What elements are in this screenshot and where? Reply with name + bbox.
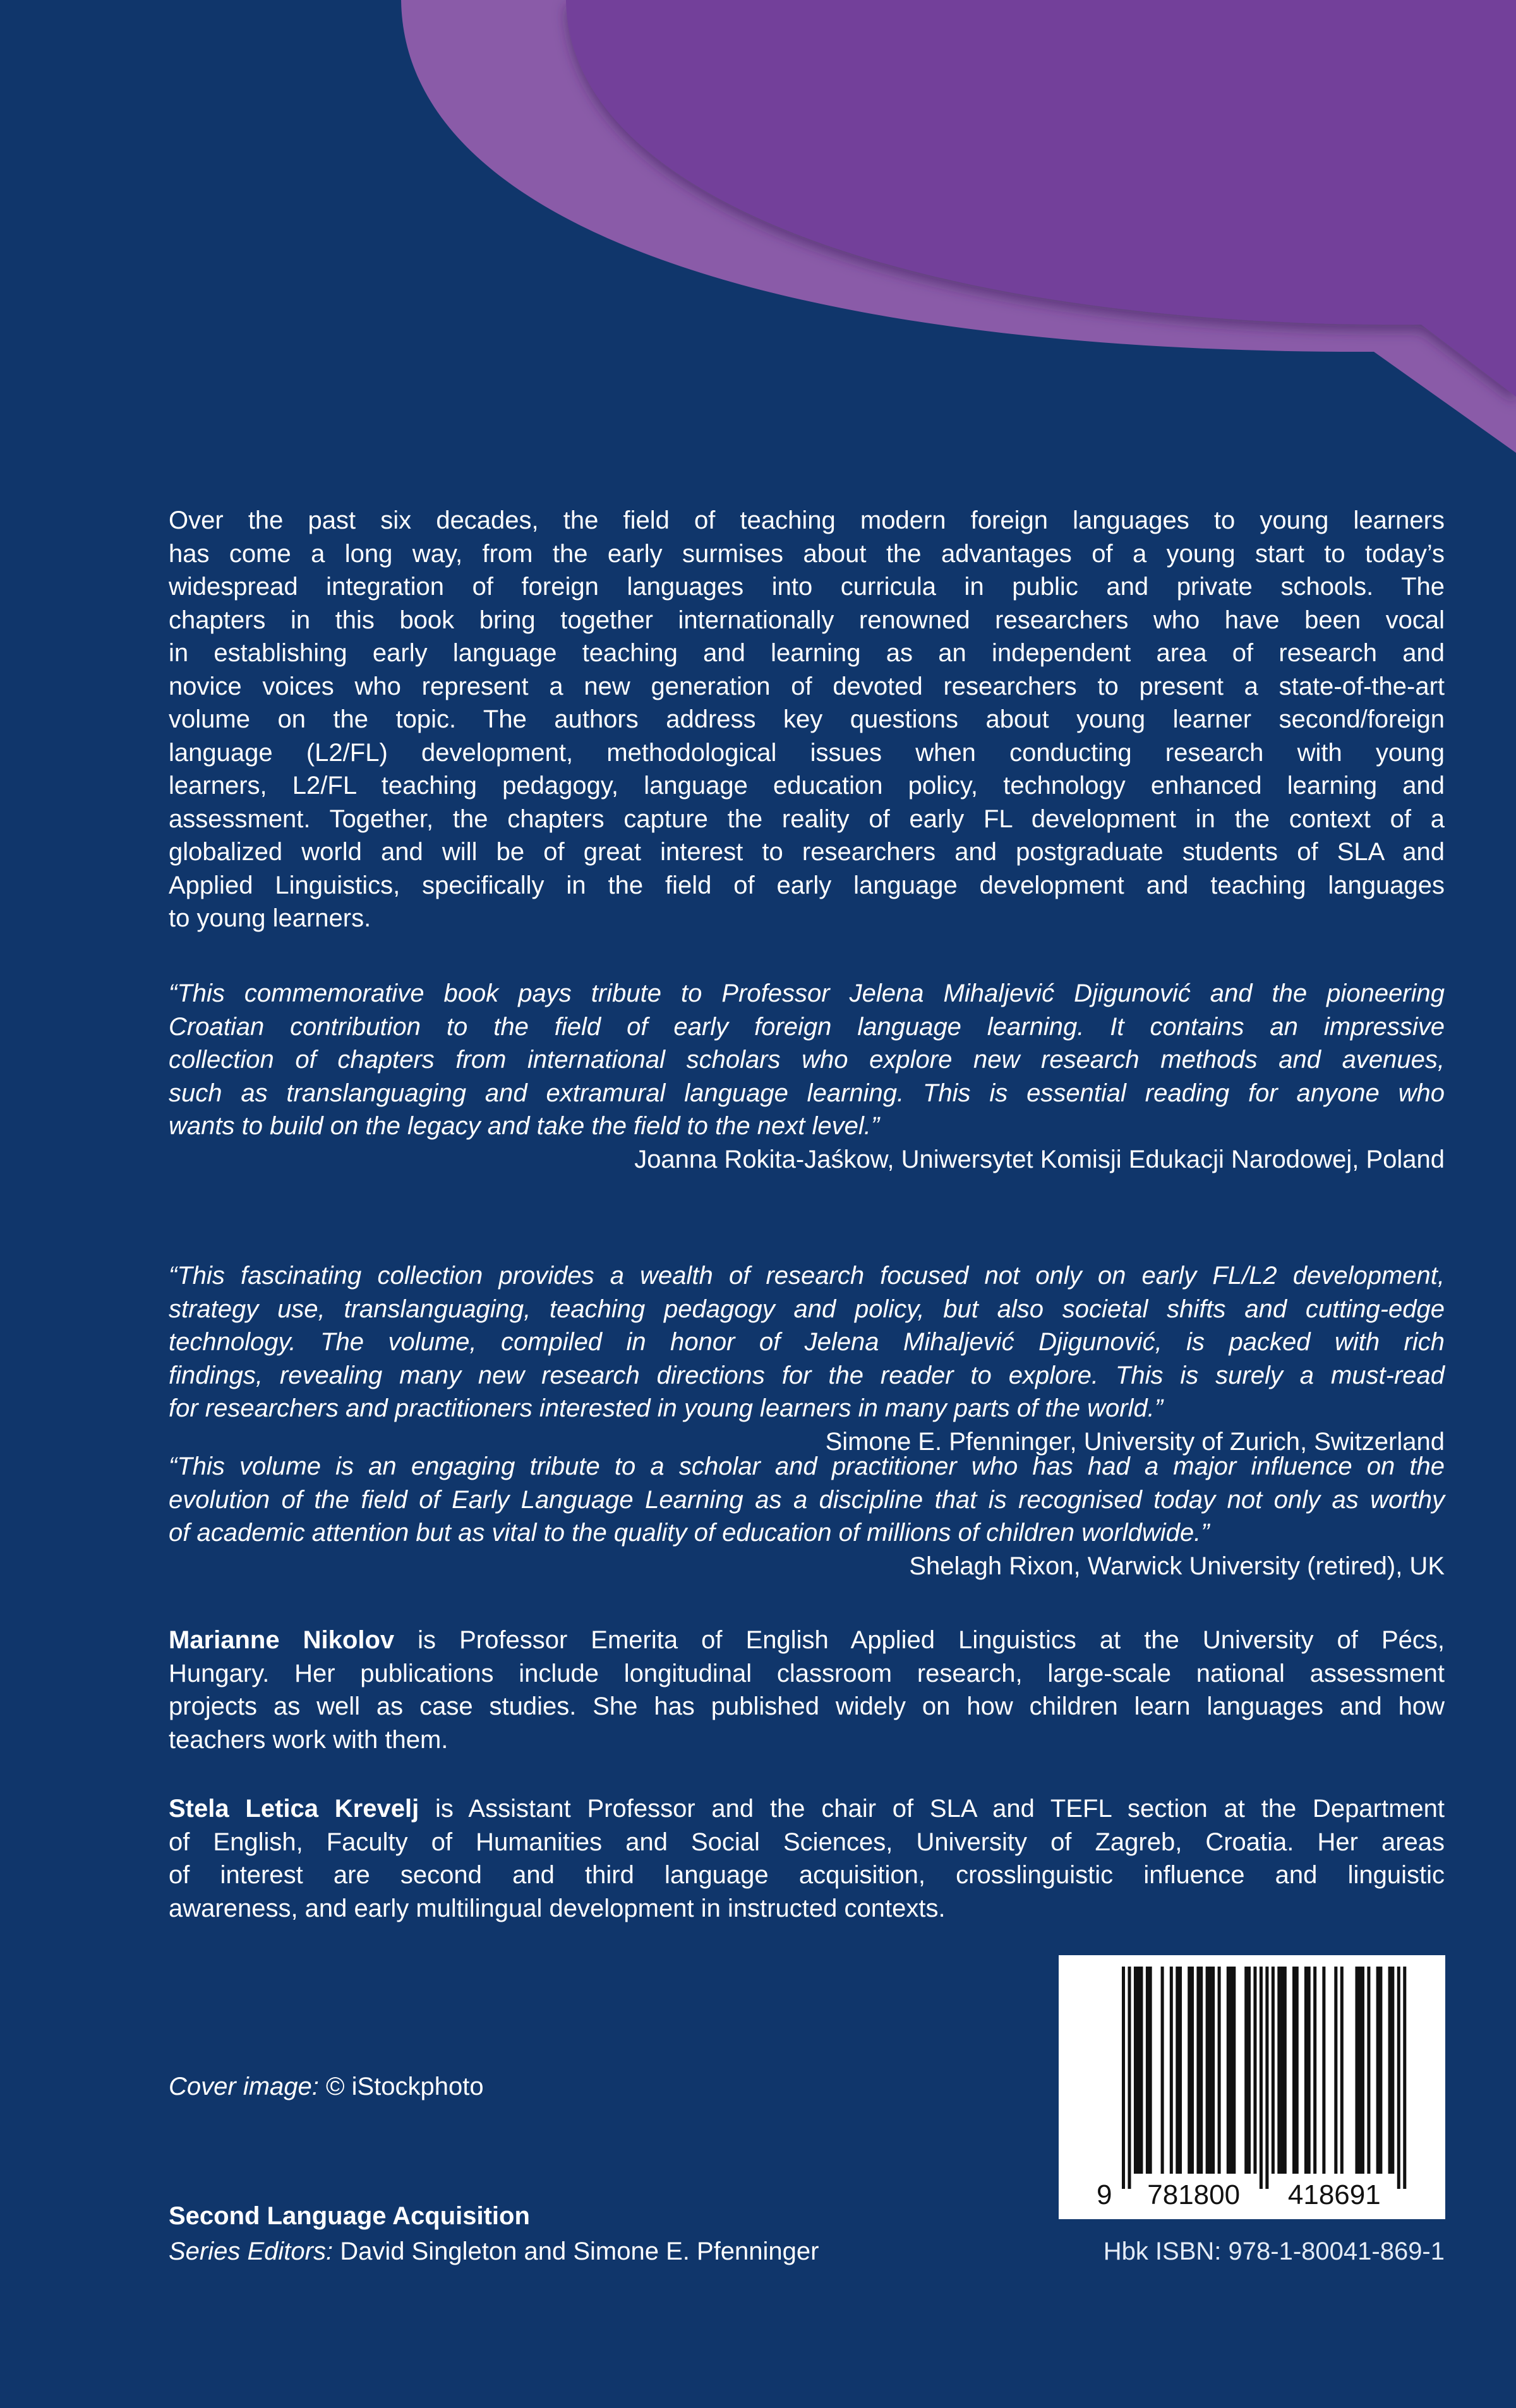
text-line-content: such as translanguaging and extramural language learning. This is essential reading for anyone who bbox=[169, 1079, 1445, 1107]
series-editors-names: David Singleton and Simone E. Pfenninger bbox=[333, 2237, 819, 2265]
barcode-bar bbox=[1304, 1967, 1308, 2174]
barcode-bar bbox=[1334, 1967, 1337, 2174]
barcode-bar bbox=[1272, 1967, 1275, 2174]
text-line-content bbox=[169, 1624, 1445, 1657]
barcode-bar bbox=[1260, 1967, 1263, 2189]
bio-text: of English, Faculty of Humanities and Social Sciences, University of Zagreb, Croatia. Her areas bbox=[169, 1828, 1445, 1856]
text-line-content bbox=[169, 1657, 1445, 1691]
endorsement-attribution: Shelagh Rixon, Warwick University (retired), UK bbox=[909, 1552, 1445, 1580]
text-line bbox=[169, 1043, 1445, 1077]
text-line bbox=[169, 1077, 1445, 1110]
barcode-bar bbox=[1284, 1967, 1287, 2174]
barcode-bar bbox=[1146, 1967, 1149, 2174]
text-line bbox=[169, 1359, 1445, 1393]
text-line bbox=[169, 1450, 1445, 1483]
series-editors-label: Series Editors: bbox=[169, 2237, 334, 2265]
barcode-bar bbox=[1296, 1967, 1299, 2174]
text-line bbox=[169, 1892, 1445, 1926]
endorsement-2 bbox=[169, 1259, 1445, 1458]
barcode-bar bbox=[1280, 1967, 1284, 2174]
text-line bbox=[169, 604, 1445, 637]
bio-text: teachers work with them. bbox=[169, 1725, 448, 1754]
barcode-bar bbox=[1179, 1967, 1182, 2174]
text-line bbox=[169, 570, 1445, 604]
text-line-content: “This fascinating collection provides a wealth of research focused not only on early FL/L2 development, bbox=[169, 1262, 1445, 1290]
barcode-bar bbox=[1340, 1967, 1344, 2174]
text-line bbox=[169, 1792, 1445, 1826]
text-line-content: to young learners. bbox=[169, 904, 371, 932]
barcode-bar bbox=[1122, 1967, 1125, 2189]
barcode-bar bbox=[1227, 1967, 1230, 2174]
barcode-bar bbox=[1376, 1967, 1380, 2174]
text-line bbox=[169, 1010, 1445, 1044]
speech-bubble-graphic bbox=[0, 0, 1516, 480]
barcode-bar bbox=[1206, 1967, 1209, 2174]
barcode-bar bbox=[1140, 1967, 1143, 2174]
endorsement-attribution: Joanna Rokita-Jaśkow, Uniwersytet Komisji Edukacji Narodowej, Poland bbox=[634, 1145, 1445, 1173]
bio-text: awareness, and early multilingual development in instructed contexts. bbox=[169, 1894, 946, 1922]
text-line-content: technology. The volume, compiled in honor of Jelena Mihaljević Djigunović, is packed with rich bbox=[169, 1328, 1445, 1356]
barcode-bar bbox=[1277, 1967, 1280, 2174]
text-line bbox=[169, 1326, 1445, 1359]
barcode-bar bbox=[1248, 1967, 1251, 2174]
text-line-content: of academic attention but as vital to the quality of education of millions of children worldwide.” bbox=[169, 1519, 1210, 1547]
endorsement-3 bbox=[169, 1450, 1445, 1583]
text-line bbox=[169, 1826, 1445, 1859]
barcode-bar bbox=[1358, 1967, 1361, 2174]
text-line bbox=[169, 977, 1445, 1010]
text-line-content: chapters in this book bring together internationally renowned researchers who have been vocal bbox=[169, 606, 1445, 634]
series-title: Second Language Acquisition bbox=[169, 2202, 530, 2230]
barcode-bar bbox=[1244, 1967, 1248, 2174]
barcode-bar bbox=[1188, 1967, 1191, 2174]
text-line bbox=[169, 1110, 1445, 1143]
series-editors bbox=[169, 2236, 819, 2267]
barcode-bar bbox=[1191, 1967, 1194, 2174]
barcode-bar bbox=[1397, 1967, 1400, 2189]
text-line-content: has come a long way, from the early surmises about the advantages of a young start to today’s bbox=[169, 539, 1445, 568]
text-line-content: language (L2/FL) development, methodological issues when conducting research with young bbox=[169, 738, 1445, 767]
text-line-content: strategy use, translanguaging, teaching pedagogy and policy, but also societal shifts and cutting-edge bbox=[169, 1295, 1445, 1323]
isbn-text: Hbk ISBN: 978-1-80041-869-1 bbox=[1103, 2237, 1445, 2265]
text-line bbox=[169, 1259, 1445, 1293]
barcode-bar bbox=[1313, 1967, 1316, 2174]
barcode-bar bbox=[1355, 1967, 1358, 2174]
text-line bbox=[169, 1859, 1445, 1892]
text-line bbox=[169, 1483, 1445, 1517]
barcode-bar bbox=[1208, 1967, 1212, 2174]
text-line-content bbox=[169, 1792, 1445, 1826]
text-line bbox=[169, 1293, 1445, 1326]
text-line bbox=[169, 637, 1445, 670]
barcode-bar bbox=[1265, 1967, 1268, 2189]
cover-credit-label: Cover image: bbox=[169, 2073, 319, 2100]
text-line bbox=[169, 1624, 1445, 1657]
bio-text: is Professor Emerita of English Applied Linguistics at the University of Pécs, bbox=[394, 1626, 1445, 1654]
barcode-bar bbox=[1379, 1967, 1382, 2174]
text-line bbox=[169, 869, 1445, 902]
text-line-content: assessment. Together, the chapters capture the reality of early FL development in the context of a bbox=[169, 805, 1445, 833]
barcode-bar bbox=[1292, 1967, 1296, 2174]
barcode-bar bbox=[1230, 1967, 1233, 2174]
barcode-bar bbox=[1253, 1967, 1256, 2174]
text-line-content bbox=[169, 1859, 1445, 1892]
text-line bbox=[169, 803, 1445, 836]
book-description bbox=[169, 504, 1445, 935]
barcode-digits: 781800 bbox=[1147, 2179, 1241, 2210]
cover-image-credit bbox=[169, 2071, 484, 2102]
text-line-content: Applied Linguistics, specifically in the field of early language development and teaching languages bbox=[169, 871, 1445, 899]
text-line-content: volume on the topic. The authors address key questions about young learner second/foreign bbox=[169, 705, 1445, 733]
text-line bbox=[169, 1657, 1445, 1691]
text-line-content: Croatian contribution to the field of early foreign language learning. It contains an impressive bbox=[169, 1012, 1445, 1041]
bio-text: Hungary. Her publications include longitudinal classroom research, large-scale national assessment bbox=[169, 1659, 1445, 1687]
text-line bbox=[169, 736, 1445, 770]
barcode-bar bbox=[1149, 1967, 1152, 2174]
text-line-content: “This commemorative book pays tribute to Professor Jelena Mihaljević Djigunović and the pioneering bbox=[169, 979, 1445, 1007]
text-line-content bbox=[169, 1892, 946, 1926]
text-line bbox=[169, 670, 1445, 704]
text-line-content bbox=[169, 1690, 1445, 1723]
endorsement-attribution: Simone E. Pfenninger, University of Zurich, Switzerland bbox=[825, 1427, 1445, 1456]
endorsement-1 bbox=[169, 977, 1445, 1176]
author-name: Marianne Nikolov bbox=[169, 1626, 395, 1654]
text-line-content: collection of chapters from international scholars who explore new research methods and avenues, bbox=[169, 1046, 1445, 1074]
text-line-content: Over the past six decades, the field of teaching modern foreign languages to young learners bbox=[169, 506, 1445, 534]
barcode-bar bbox=[1361, 1967, 1364, 2174]
text-line-content: findings, revealing many new research directions for the reader to explore. This is surely a must-read bbox=[169, 1361, 1445, 1389]
barcode-bar bbox=[1128, 1967, 1131, 2189]
text-line bbox=[169, 1723, 1445, 1757]
text-line-content: “This volume is an engaging tribute to a scholar and practitioner who has had a major influence on the bbox=[169, 1453, 1445, 1480]
barcode-bar bbox=[1196, 1967, 1200, 2174]
barcode-bar bbox=[1322, 1967, 1325, 2174]
text-line-content: globalized world and will be of great interest to researchers and postgraduate students of SLA and bbox=[169, 838, 1445, 866]
bio-text: is Assistant Professor and the chair of SLA and TEFL section at the Department bbox=[419, 1795, 1445, 1823]
text-line bbox=[169, 902, 1445, 935]
text-line bbox=[169, 1392, 1445, 1425]
text-line-content: in establishing early language teaching and learning as an independent area of research and bbox=[169, 639, 1445, 667]
text-line-content bbox=[169, 1723, 448, 1757]
barcode-bar bbox=[1308, 1967, 1311, 2174]
text-line-content: for researchers and practitioners interested in young learners in many parts of the world.” bbox=[169, 1394, 1164, 1422]
barcode-bar bbox=[1161, 1967, 1164, 2174]
barcode-bar bbox=[1137, 1967, 1140, 2174]
text-line bbox=[169, 537, 1445, 571]
text-line-content: novice voices who represent a new generation of devoted researchers to present a state-of-the-art bbox=[169, 672, 1445, 700]
author-bio-2 bbox=[169, 1792, 1445, 1925]
barcode-bar bbox=[1232, 1967, 1236, 2174]
author-bio-1 bbox=[169, 1624, 1445, 1756]
barcode-digits: 9 bbox=[1097, 2179, 1112, 2210]
text-line bbox=[169, 836, 1445, 869]
barcode-bar bbox=[1170, 1967, 1173, 2174]
barcode-bar bbox=[1403, 1967, 1406, 2189]
text-line bbox=[169, 1516, 1445, 1550]
barcode-bar bbox=[1218, 1967, 1221, 2174]
isbn-barcode bbox=[1059, 1955, 1445, 2219]
barcode-bar bbox=[1176, 1967, 1179, 2174]
text-line bbox=[169, 504, 1445, 537]
text-line bbox=[169, 1690, 1445, 1723]
text-line-content bbox=[169, 1826, 1445, 1859]
barcode-bar bbox=[1200, 1967, 1203, 2174]
text-line-content: evolution of the field of Early Language Learning as a discipline that is recognised today not only as worthy bbox=[169, 1485, 1445, 1514]
barcode-bar bbox=[1391, 1967, 1394, 2174]
bio-text: of interest are second and third language acquisition, crosslinguistic influence and linguistic bbox=[169, 1861, 1445, 1889]
barcode-bar bbox=[1134, 1967, 1137, 2174]
bio-text: projects as well as case studies. She has published widely on how children learn languages and how bbox=[169, 1692, 1445, 1720]
barcode-bar bbox=[1367, 1967, 1370, 2174]
barcode-bar bbox=[1212, 1967, 1215, 2174]
barcode-bar bbox=[1388, 1967, 1392, 2174]
cover-credit-value: © iStockphoto bbox=[318, 2073, 484, 2100]
text-line-content: learners, L2/FL teaching pedagogy, language education policy, technology enhanced learning and bbox=[169, 772, 1445, 800]
barcode-digits: 418691 bbox=[1287, 2179, 1381, 2210]
text-line bbox=[169, 703, 1445, 736]
text-line-content: wants to build on the legacy and take the field to the next level.” bbox=[169, 1112, 880, 1140]
barcode-bars bbox=[1059, 1955, 1445, 2219]
text-line bbox=[169, 769, 1445, 803]
text-line-content: widespread integration of foreign languages into curricula in public and private schools. The bbox=[169, 573, 1445, 601]
author-name: Stela Letica Krevelj bbox=[169, 1795, 419, 1823]
